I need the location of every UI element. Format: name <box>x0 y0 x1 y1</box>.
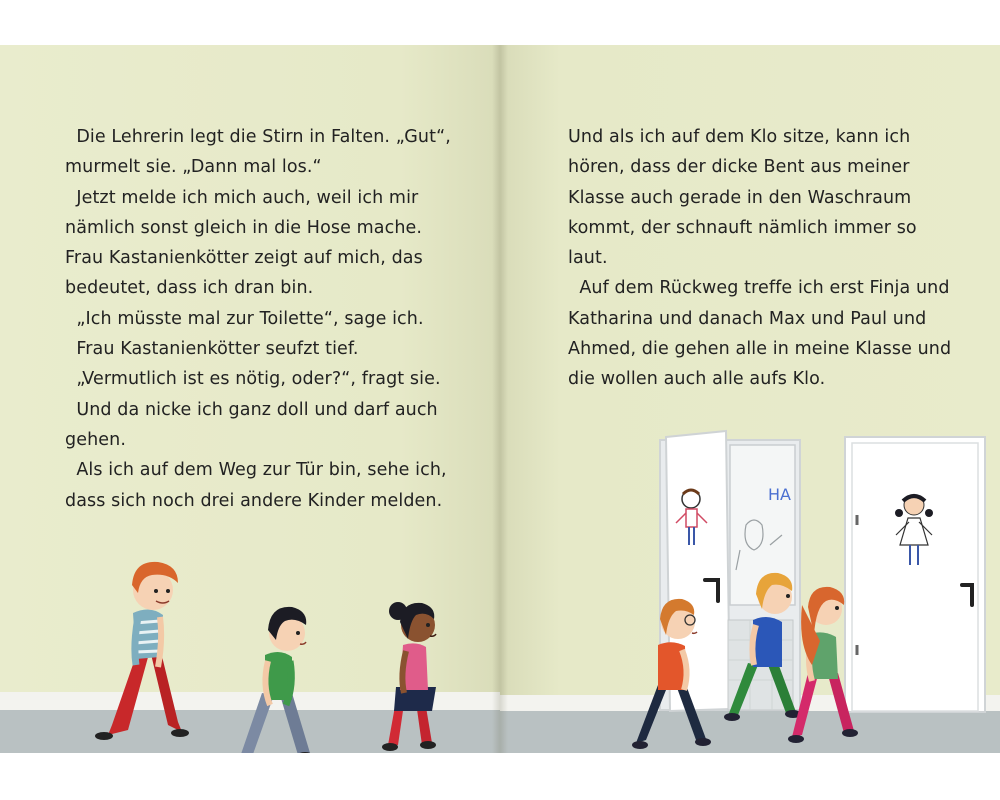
text-line: Katharina und danach Max und Paul und <box>568 308 927 329</box>
text-line: laut. <box>568 248 608 269</box>
text-line: gehen. <box>65 429 126 450</box>
text-line: dass sich noch drei andere Kinder melden. <box>65 490 443 511</box>
text-line: hören, dass der dicke Bent aus meiner <box>568 157 910 178</box>
text-line: Auf dem Rückweg treffe ich erst Finja und <box>568 278 950 299</box>
child-black-hair <box>236 607 313 753</box>
text-line: Und als ich auf dem Klo sitze, kann ich <box>568 127 911 147</box>
text-line: die wollen auch alle aufs Klo. <box>568 369 826 390</box>
toilet-doors-illustration <box>500 45 1000 753</box>
text-line: „Ich müsste mal zur Toilette“, sage ich. <box>65 308 424 329</box>
girls-toilet-door <box>845 437 985 712</box>
text-line: kommt, der schnauft nämlich immer so <box>568 217 917 238</box>
text-line: Jetzt melde ich mich auch, weil ich mir <box>65 187 419 208</box>
child-red-hair <box>95 562 189 740</box>
door-scribble: HA <box>768 485 791 504</box>
text-line: murmelt sie. „Dann mal los.“ <box>65 157 322 178</box>
children-walking-illustration <box>0 45 500 753</box>
text-line: nämlich sonst gleich in die Hose mache. <box>65 217 423 238</box>
text-line: Frau Kastanienkötter zeigt auf mich, das <box>65 248 423 269</box>
child-hair-bun <box>382 602 436 751</box>
text-line: Frau Kastanienkötter seufzt tief. <box>65 339 359 360</box>
text-line: Und da nicke ich ganz doll und darf auch <box>65 399 438 420</box>
text-line: Klasse auch gerade in den Waschraum <box>568 187 912 208</box>
text-line: Als ich auf dem Weg zur Tür bin, sehe ich, <box>65 460 447 481</box>
text-line: Die Lehrerin legt die Stirn in Falten. „Gut“, <box>65 127 451 147</box>
text-line: bedeutet, dass ich dran bin. <box>65 278 314 299</box>
book-gutter <box>492 45 508 753</box>
text-line: Ahmed, die gehen alle in meine Klasse und <box>568 339 952 360</box>
left-page <box>0 45 500 753</box>
text-line: „Vermutlich ist es nötig, oder?“, fragt sie. <box>65 369 441 390</box>
right-page <box>500 45 1000 753</box>
